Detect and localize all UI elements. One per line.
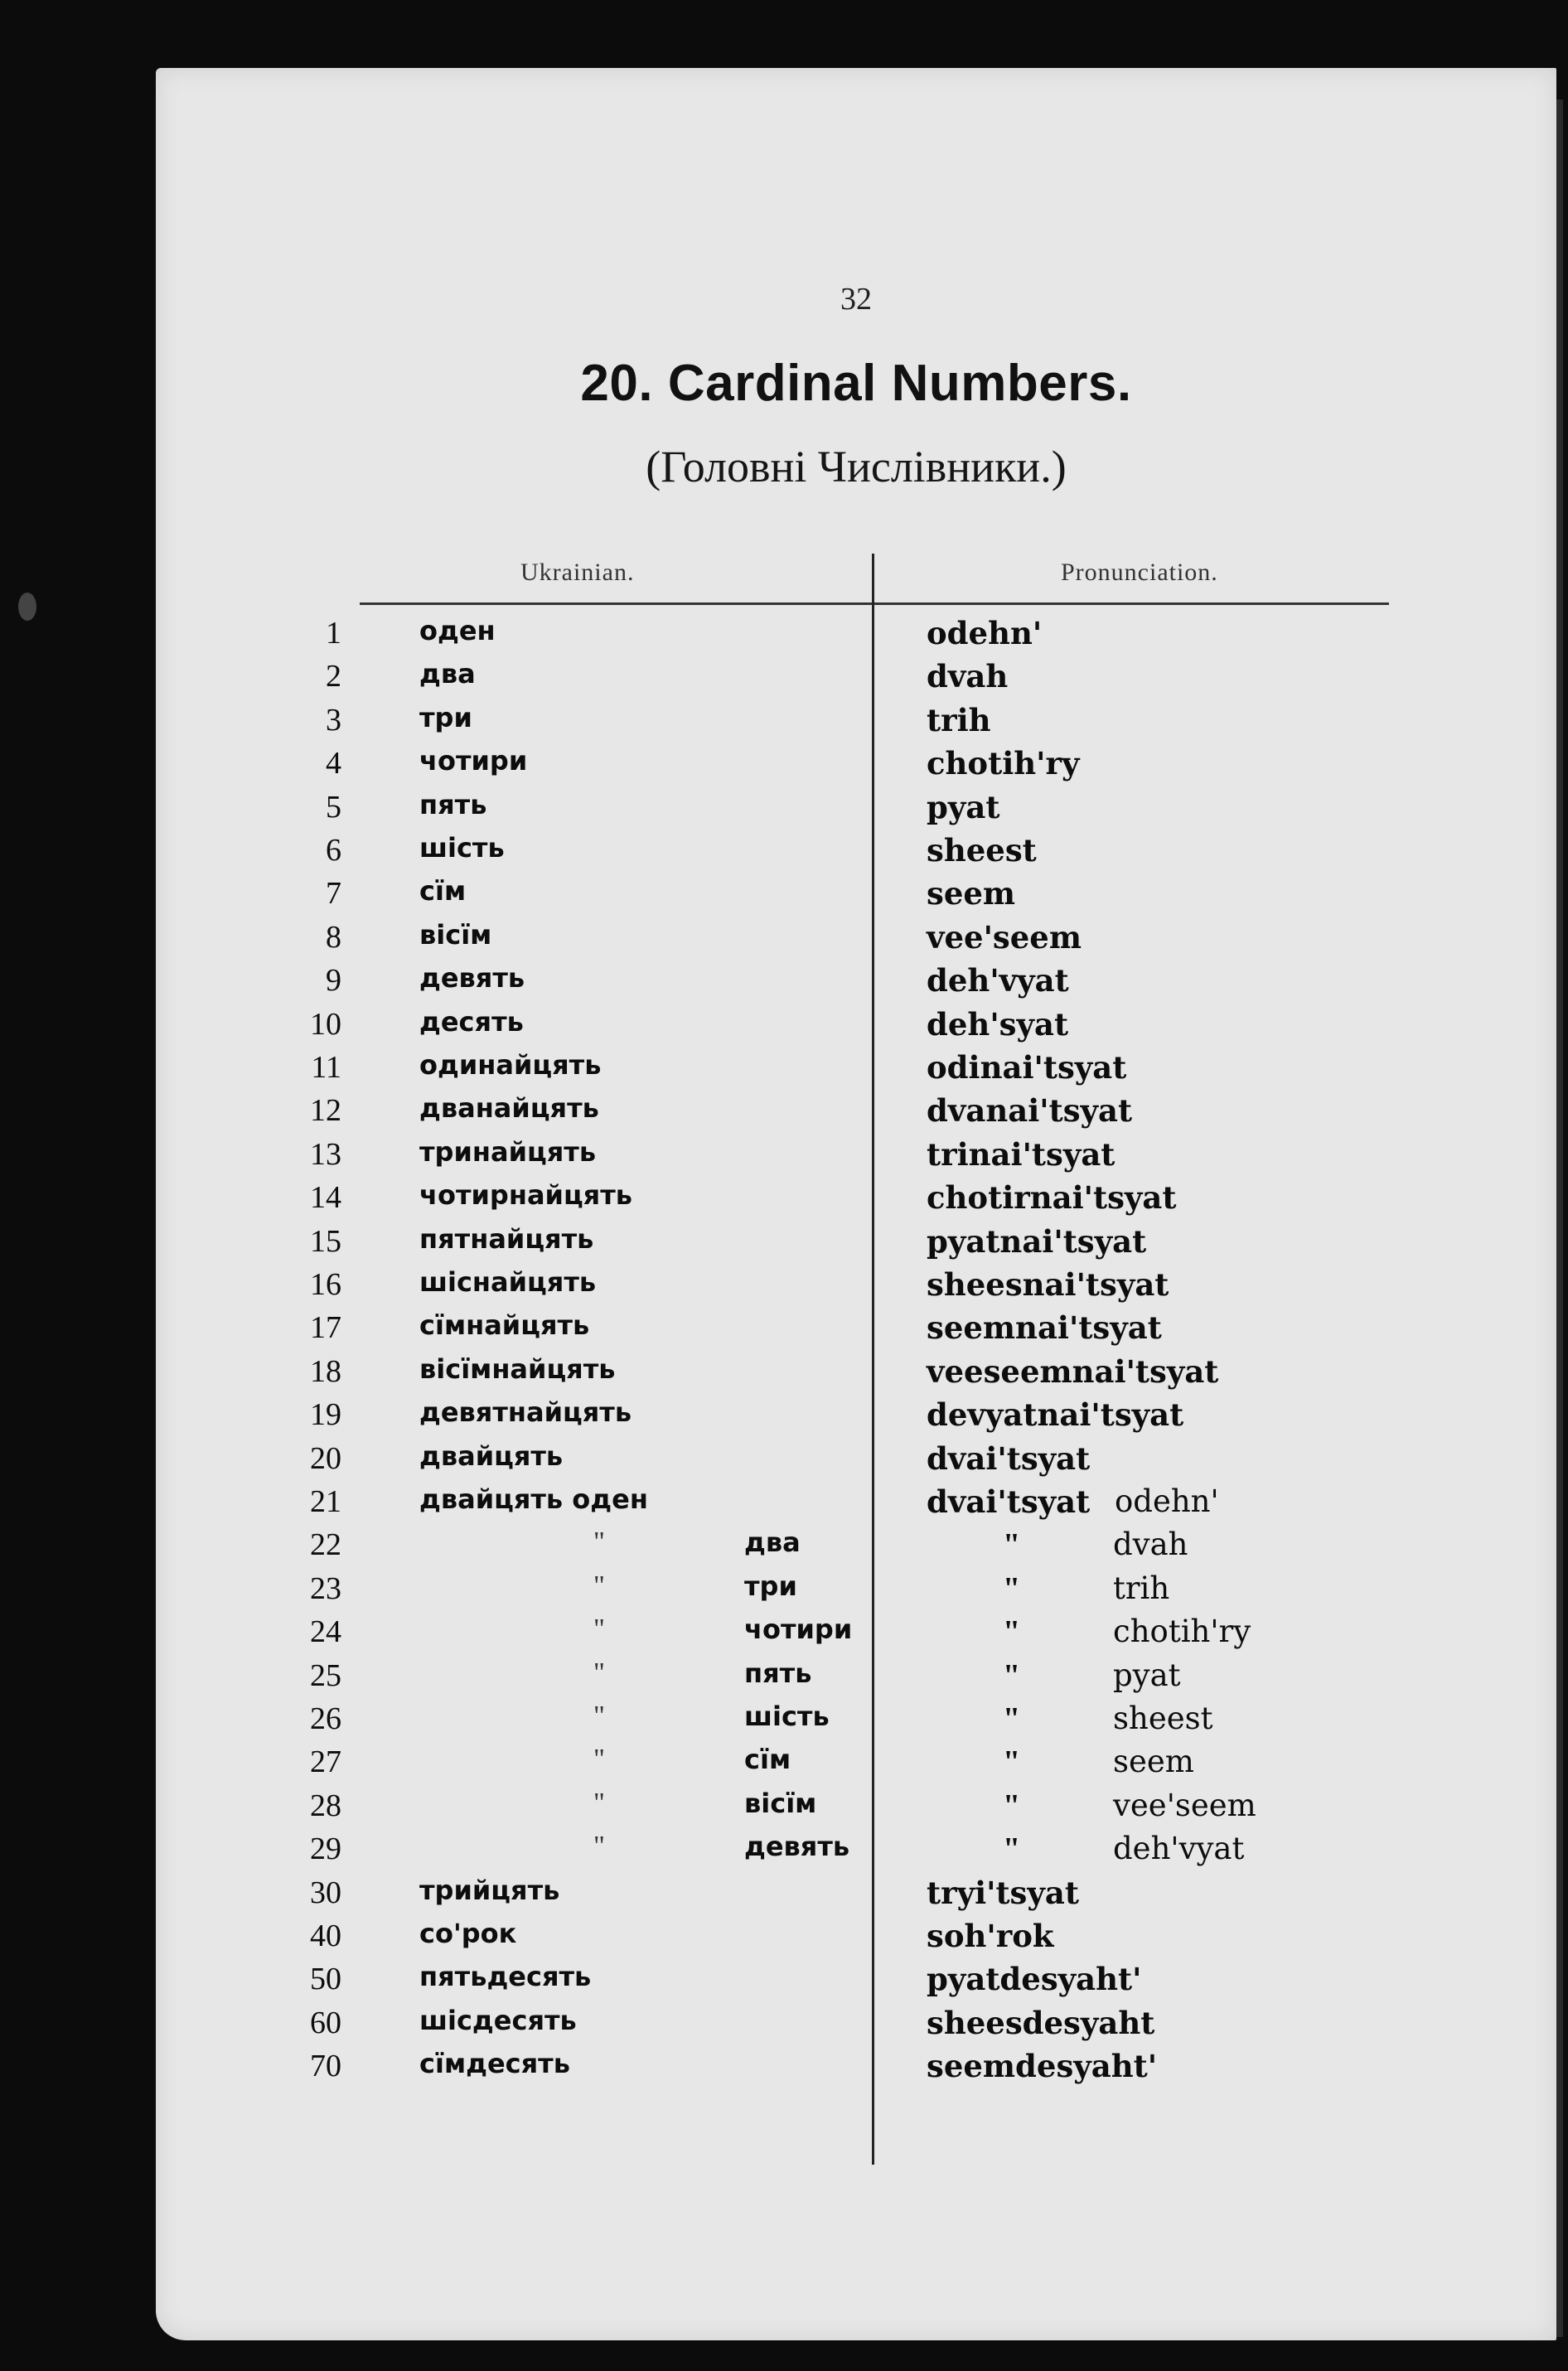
pronunciation: pyatdesyaht' xyxy=(927,1961,1142,1998)
section-subtitle: (Головні Числівники.) xyxy=(646,442,1067,491)
ukrainian-word: шісдесять xyxy=(419,2004,577,2036)
ditto-mark: " xyxy=(593,1614,605,1645)
table-row xyxy=(156,658,1556,701)
ukrainian-word: дванайцять xyxy=(419,1092,599,1125)
ukrainian-word: чотирнайцять xyxy=(419,1179,632,1212)
pronunciation: trih xyxy=(927,701,991,738)
ukrainian-word: чотири xyxy=(744,1614,853,1646)
ukrainian-word: вісїм xyxy=(419,918,492,951)
table-row xyxy=(156,1309,1556,1352)
ukrainian-word: пятьдесять xyxy=(419,1961,592,1993)
table-row xyxy=(156,832,1556,875)
table-row xyxy=(156,1744,1556,1787)
pronunciation: seem xyxy=(927,875,1016,912)
ukrainian-word: двайцять оден xyxy=(419,1483,648,1515)
row-number: 27 xyxy=(310,1744,341,1780)
table-row xyxy=(156,1136,1556,1179)
pronunciation: trih xyxy=(1113,1570,1170,1606)
ukrainian-word: сїм xyxy=(419,875,467,907)
pronunciation: dvai'tsyat xyxy=(927,1440,1091,1477)
ukrainian-word: трийцять xyxy=(419,1874,560,1906)
pronunciation: deh'vyat xyxy=(1113,1831,1245,1867)
row-number: 16 xyxy=(310,1267,341,1302)
pronunciation: tryi'tsyat xyxy=(927,1874,1079,1911)
table-row xyxy=(156,1527,1556,1570)
table-row xyxy=(156,962,1556,1005)
row-number: 6 xyxy=(326,833,341,868)
table-row xyxy=(156,1918,1556,1961)
ditto-mark: " xyxy=(1003,1831,1021,1867)
row-number: 12 xyxy=(310,1093,341,1129)
ukrainian-word: двайцять xyxy=(419,1440,564,1472)
table-row xyxy=(156,1396,1556,1440)
table-row xyxy=(156,875,1556,918)
ditto-mark: " xyxy=(1003,1701,1021,1736)
pronunciation: chotirnai'tsyat xyxy=(927,1179,1177,1217)
ukrainian-word: чотири xyxy=(419,745,528,777)
ditto-mark: " xyxy=(593,1527,605,1558)
table-row xyxy=(156,1049,1556,1092)
page-number: 32 xyxy=(840,282,872,317)
row-number: 70 xyxy=(310,2049,341,2084)
row-number: 11 xyxy=(311,1050,341,1085)
ditto-mark: " xyxy=(1003,1570,1021,1606)
pronunciation: deh'vyat xyxy=(927,962,1069,999)
pronunciation: deh'syat xyxy=(927,1005,1069,1043)
pronunciation: chotih'ry xyxy=(927,745,1080,782)
ditto-mark: " xyxy=(1003,1788,1021,1823)
table-row xyxy=(156,702,1556,745)
ukrainian-word: пятнайцять xyxy=(419,1222,594,1255)
row-number: 15 xyxy=(310,1223,341,1259)
pronunciation: dvah xyxy=(1113,1527,1188,1563)
pronunciation: pyat xyxy=(1113,1657,1181,1693)
ukrainian-word: девятнайцять xyxy=(419,1396,632,1429)
pronunciation: sheest xyxy=(927,832,1037,869)
table-row xyxy=(156,2048,1556,2091)
pronunciation: dvai'tsyat xyxy=(927,1483,1091,1520)
pronunciation: dvanai'tsyat xyxy=(927,1092,1133,1130)
row-number: 1 xyxy=(326,616,341,651)
pronunciation: devyatnai'tsyat xyxy=(927,1396,1184,1434)
section-title: 20. Cardinal Numbers. xyxy=(580,355,1132,412)
row-number: 21 xyxy=(310,1484,341,1519)
table-row xyxy=(156,1092,1556,1135)
ditto-mark: " xyxy=(1003,1744,1021,1780)
ukrainian-word: сїмдесять xyxy=(419,2048,570,2080)
row-number: 18 xyxy=(310,1353,341,1389)
ukrainian-word: шість xyxy=(419,832,505,864)
row-number: 8 xyxy=(326,919,341,955)
ditto-mark: " xyxy=(1003,1657,1021,1693)
table-row xyxy=(156,1179,1556,1222)
ditto-mark: " xyxy=(1003,1527,1021,1563)
ukrainian-word: шіснайцять xyxy=(419,1266,597,1298)
table-row xyxy=(156,1223,1556,1266)
ditto-mark: " xyxy=(1003,1614,1021,1650)
ukrainian-word: вісїм xyxy=(744,1787,817,1819)
row-number: 5 xyxy=(326,789,341,825)
table-row xyxy=(156,789,1556,832)
row-number: 50 xyxy=(310,1962,341,1997)
pronunciation: veeseemnai'tsyat xyxy=(927,1352,1219,1390)
table-row xyxy=(156,1440,1556,1483)
column-header-ukrainian: Ukrainian. xyxy=(520,559,635,586)
row-number: 9 xyxy=(326,963,341,999)
ukrainian-word: оден xyxy=(419,615,496,646)
pronunciation: chotih'ry xyxy=(1113,1614,1251,1650)
ukrainian-word: десять xyxy=(419,1005,524,1038)
row-number: 7 xyxy=(326,876,341,912)
row-number: 23 xyxy=(310,1570,341,1606)
ukrainian-word: два xyxy=(419,658,476,690)
pronunciation: odinai'tsyat xyxy=(927,1049,1127,1086)
header-rule xyxy=(360,602,1389,605)
table-row xyxy=(156,1570,1556,1614)
ditto-mark: " xyxy=(593,1657,605,1688)
ukrainian-word: со'рок xyxy=(419,1918,517,1949)
ukrainian-word: шість xyxy=(744,1701,830,1732)
row-number: 19 xyxy=(310,1397,341,1433)
table-row xyxy=(156,1353,1556,1396)
pronunciation: trinai'tsyat xyxy=(927,1135,1116,1173)
row-number: 29 xyxy=(310,1831,341,1867)
table-row xyxy=(156,2005,1556,2048)
row-number: 4 xyxy=(326,746,341,781)
row-number: 22 xyxy=(310,1527,341,1563)
ukrainian-word: три xyxy=(744,1570,797,1602)
pronunciation-extra: odehn' xyxy=(1115,1483,1219,1519)
table-row xyxy=(156,745,1556,788)
ukrainian-word: пять xyxy=(419,788,487,820)
row-number: 2 xyxy=(326,659,341,694)
ditto-mark: " xyxy=(593,1744,605,1775)
row-number: 20 xyxy=(310,1440,341,1476)
row-number: 24 xyxy=(310,1614,341,1650)
pronunciation: dvah xyxy=(927,658,1009,695)
ukrainian-word: тринайцять xyxy=(419,1135,597,1168)
table-row xyxy=(156,1614,1556,1657)
pronunciation: seemnai'tsyat xyxy=(927,1309,1162,1347)
table-row xyxy=(156,919,1556,962)
ukrainian-word: три xyxy=(419,701,472,733)
table-row xyxy=(156,1006,1556,1049)
table-row xyxy=(156,1788,1556,1831)
row-number: 13 xyxy=(310,1136,341,1172)
row-number: 26 xyxy=(310,1701,341,1736)
book-page xyxy=(156,68,1556,2340)
row-number: 40 xyxy=(310,1919,341,1953)
ukrainian-word: девять xyxy=(419,962,525,994)
table-row xyxy=(156,615,1556,658)
pronunciation: vee'seem xyxy=(1113,1787,1256,1823)
row-number: 60 xyxy=(310,2005,341,2040)
table-row xyxy=(156,1657,1556,1701)
ditto-mark: " xyxy=(593,1701,605,1731)
table-row xyxy=(156,1831,1556,1874)
pronunciation: pyatnai'tsyat xyxy=(927,1222,1147,1260)
pronunciation: sheest xyxy=(1113,1701,1213,1736)
pronunciation: vee'seem xyxy=(927,918,1082,956)
ukrainian-word: сїмнайцять xyxy=(419,1309,590,1342)
table-row xyxy=(156,1961,1556,2004)
ukrainian-word: сїм xyxy=(744,1744,791,1776)
row-number: 28 xyxy=(310,1788,341,1823)
ditto-mark: " xyxy=(593,1831,605,1862)
row-number: 10 xyxy=(310,1006,341,1042)
table-row xyxy=(156,1875,1556,1918)
table-row xyxy=(156,1483,1556,1527)
row-number: 25 xyxy=(310,1657,341,1693)
table-row xyxy=(156,1266,1556,1309)
book-spine-edge xyxy=(1556,99,1563,2337)
pronunciation: pyat xyxy=(927,788,1000,825)
row-number: 3 xyxy=(326,702,341,738)
pronunciation: seemdesyaht' xyxy=(927,2048,1158,2085)
ukrainian-word: два xyxy=(744,1527,801,1559)
row-number: 17 xyxy=(310,1310,341,1346)
ukrainian-word: девять xyxy=(744,1831,850,1863)
row-number: 30 xyxy=(310,1875,341,1910)
pronunciation: soh'rok xyxy=(927,1918,1054,1954)
table-row xyxy=(156,1701,1556,1744)
page-blemish xyxy=(18,593,36,621)
ukrainian-word: пять xyxy=(744,1657,812,1689)
pronunciation: odehn' xyxy=(927,615,1043,651)
ukrainian-word: вісїмнайцять xyxy=(419,1352,616,1385)
ditto-mark: " xyxy=(593,1787,605,1818)
column-header-pronunciation: Pronunciation. xyxy=(1061,559,1218,586)
ditto-mark: " xyxy=(593,1570,605,1601)
pronunciation: sheesnai'tsyat xyxy=(927,1266,1169,1303)
row-number: 14 xyxy=(310,1180,341,1216)
pronunciation: sheesdesyaht xyxy=(927,2004,1155,2041)
ukrainian-word: одинайцять xyxy=(419,1049,602,1081)
pronunciation: seem xyxy=(1113,1744,1194,1780)
